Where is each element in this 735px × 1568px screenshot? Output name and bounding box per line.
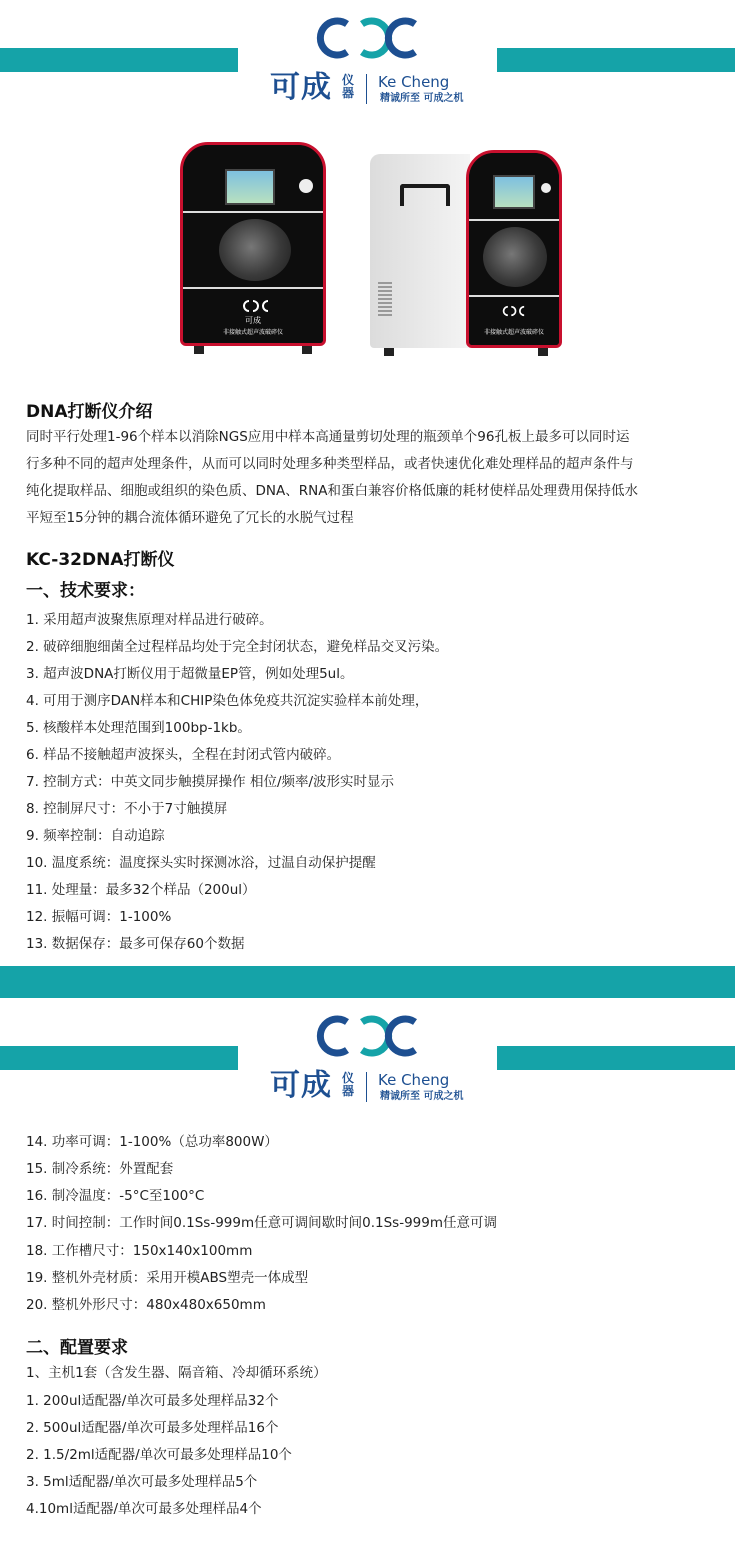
model-title: KC-32DNA打断仪 [26, 550, 175, 570]
machine-caption: 非接触式超声波破碎仪 [222, 329, 283, 336]
brand-name-en: Ke Cheng [378, 1071, 450, 1089]
header-band-right [497, 1046, 735, 1070]
config-item: 1、主机1套（含发生器、隔音箱、冷却循环系统） [26, 1365, 327, 1381]
spec-item: 10. 温度系统：温度探头实时探测冰浴，过温自动保护提醒 [26, 855, 376, 871]
brand-name-en: Ke Cheng [378, 73, 450, 91]
machine-logo-icon [239, 299, 271, 313]
brand-divider [366, 74, 367, 104]
brand-logo [268, 16, 468, 108]
machine-foot [384, 348, 394, 356]
spec-item: 16. 制冷温度：-5°C至100°C [26, 1188, 205, 1204]
brand-mark-icon [313, 16, 425, 60]
config-item: 3. 5ml适配器/单次可最多处理样品5个 [26, 1474, 258, 1490]
spec-item: 12. 振幅可调：1-100% [26, 909, 172, 925]
power-knob-icon [299, 179, 313, 193]
intro-line: 同时平行处理1-96个样本以消除NGS应用中样本高通量剪切处理的瓶颈单个96孔板上最多可以同时运 [26, 429, 630, 445]
touch-screen [225, 169, 275, 205]
machine-side-panel [370, 154, 470, 348]
touch-screen [493, 175, 535, 209]
spec-item: 3. 超声波DNA打断仪用于超微量EP管，例如处理5ul。 [26, 666, 354, 682]
vent-grille [378, 282, 392, 318]
intro-line: 平短至15分钟的耦合流体循环避免了冗长的水脱气过程 [26, 510, 354, 526]
intro-line: 行多种不同的超声处理条件，从而可以同时处理多种类型样品，或者快速优化难处理样品的超声条件与 [26, 456, 634, 472]
config-heading: 二、配置要求 [26, 1338, 128, 1358]
carry-handle-icon [400, 184, 450, 206]
spec-item: 18. 工作槽尺寸：150x140x100mm [26, 1243, 253, 1259]
machine-caption: 非接触式超声波破碎仪 [483, 329, 544, 336]
config-item: 4.10ml适配器/单次可最多处理样品4个 [26, 1501, 262, 1517]
viewing-window [219, 219, 291, 281]
tech-heading: 一、技术要求： [26, 581, 145, 601]
spec-item: 15. 制冷系统：外置配套 [26, 1161, 174, 1177]
power-knob-icon [541, 183, 551, 193]
spec-item: 17. 时间控制：工作时间0.1Ss-999m任意可调间歇时间0.1Ss-999m任意可调 [26, 1215, 497, 1231]
viewing-window [483, 227, 547, 287]
config-item: 2. 500ul适配器/单次可最多处理样品16个 [26, 1420, 279, 1436]
machine-foot [538, 348, 548, 356]
spec-item: 1. 采用超声波聚焦原理对样品进行破碎。 [26, 612, 273, 628]
brand-suffix: 仪器 [342, 1071, 355, 1098]
brand-name-cn: 可成 [270, 1068, 332, 1103]
brand-suffix: 仪器 [342, 73, 355, 100]
spec-item: 14. 功率可调：1-100%（总功率800W） [26, 1134, 278, 1150]
spec-item: 2. 破碎细胞细菌全过程样品均处于完全封闭状态，避免样品交叉污染。 [26, 639, 449, 655]
spec-item: 6. 样品不接触超声波探头，全程在封闭式管内破碎。 [26, 747, 341, 763]
brand-slogan: 精诚所至 可成之机 [380, 93, 464, 104]
config-item: 1. 200ul适配器/单次可最多处理样品32个 [26, 1393, 279, 1409]
spec-item: 11. 处理量：最多32个样品（200ul） [26, 882, 256, 898]
spec-item: 8. 控制屏尺寸：不小于7寸触摸屏 [26, 801, 228, 817]
brand-divider [366, 1072, 367, 1102]
header-band-left [0, 1046, 238, 1070]
spec-item: 4. 可用于测序DAN样本和CHIP染色体免疫共沉淀实验样本前处理， [26, 693, 429, 709]
brand-name-cn: 可成 [270, 70, 332, 105]
header-band-left [0, 48, 238, 72]
machine-logo-icon [499, 305, 527, 317]
spec-item: 19. 整机外壳材质：采用开模ABS塑壳一体成型 [26, 1270, 309, 1286]
spec-item: 20. 整机外形尺寸：480x480x650mm [26, 1297, 266, 1313]
product-image-side [370, 150, 562, 348]
spec-item: 9. 频率控制：自动追踪 [26, 828, 165, 844]
spec-item: 7. 控制方式：中英文同步触摸屏操作 相位/频率/波形实时显示 [26, 774, 395, 790]
intro-line: 纯化提取样品、细胞或组织的染色质、DNA、RNA和蛋白兼容价格低廉的耗材使样品处理费用保持低水 [26, 483, 638, 499]
machine-brand-label: 可成 [245, 316, 261, 325]
intro-heading: DNA打断仪介绍 [26, 402, 153, 422]
config-item: 2. 1.5/2ml适配器/单次可最多处理样品10个 [26, 1447, 292, 1463]
brand-logo [268, 1014, 468, 1106]
product-image-front [180, 142, 326, 346]
spec-item: 13. 数据保存：最多可保存60个数据 [26, 936, 245, 952]
section-divider-band [0, 966, 735, 998]
machine-foot [302, 346, 312, 354]
header-band-right [497, 48, 735, 72]
intro-paragraph [26, 424, 716, 532]
machine-foot [194, 346, 204, 354]
brand-slogan: 精诚所至 可成之机 [380, 1091, 464, 1102]
spec-item: 5. 核酸样本处理范围到100bp-1kb。 [26, 720, 251, 736]
brand-mark-icon [313, 1014, 425, 1058]
